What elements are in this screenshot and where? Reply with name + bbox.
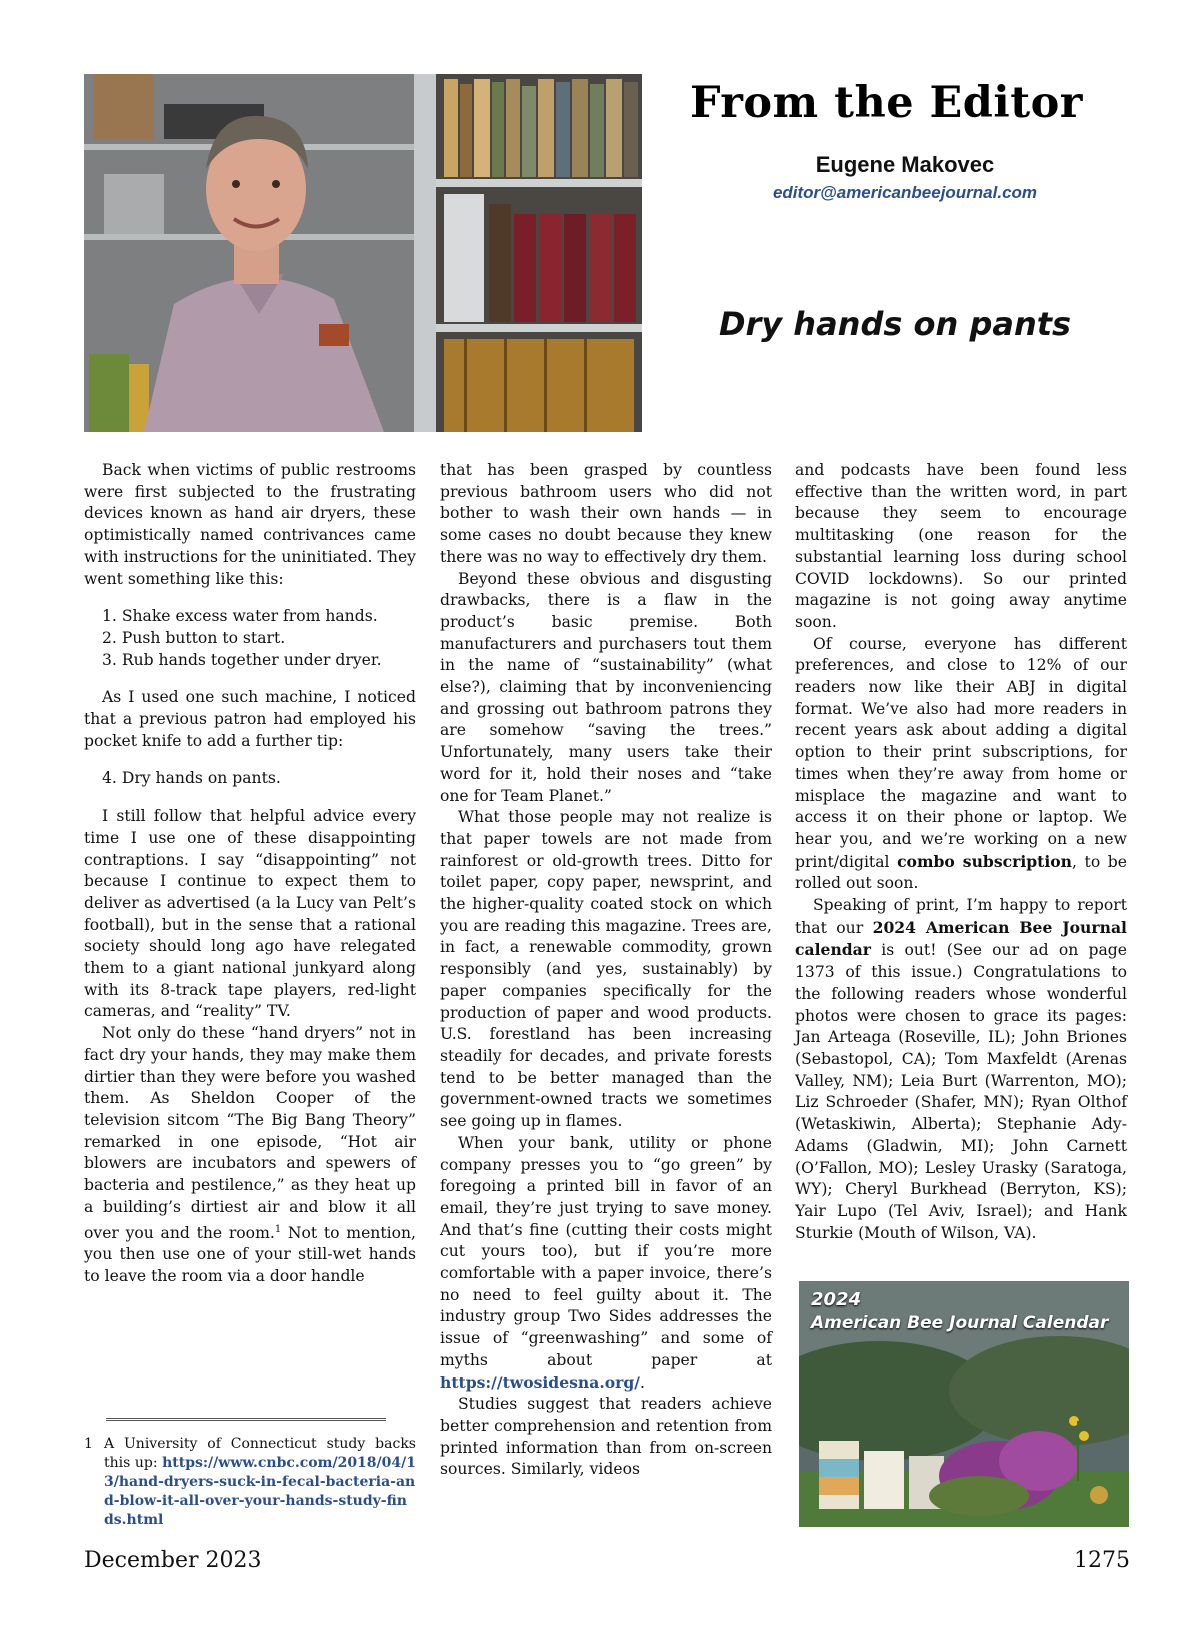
calendar-title: American Bee Journal Calendar: [811, 1313, 1109, 1333]
list-item: 1. Shake excess water from hands.: [102, 607, 378, 626]
paragraph: and podcasts have been found less effective than the written word, in part because they seem to encourage multitasking (one reason for the substantial learning loss during school COVID lockdowns). So our printed magazine is not going away anytime soon.: [795, 461, 1127, 631]
paragraph: Studies suggest that readers achieve better comprehension and retention from printed information than from on-screen sources. Similarly, videos: [440, 1395, 772, 1479]
article-column-3: [795, 460, 1127, 1244]
text-span: Not to mention, you then use one of your still-wet hands to leave the room via a door handle: [84, 1223, 416, 1286]
instruction-list: [102, 606, 416, 671]
paragraph: What those people may not realize is that paper towels are not made from rainforest or old-growth trees. Ditto for toilet paper, copy paper, newsprint, and the higher-quality coated stock on which you are reading this magazine. Trees are, in fact, a renewable commodity, grown responsibly (and yes, sustainably) by paper companies specifically for the production of paper and wood products. U.S. forestland has been increasing steadily for decades, and private forests tend to be better managed than the government-owned tracts we sometimes see going up in flames.: [440, 808, 772, 1131]
paragraph: As I used one such machine, I noticed that a previous patron had employed his pocket knife to add a further tip:: [84, 688, 416, 750]
instruction-list-tip: [102, 768, 416, 790]
calendar-year: 2024: [811, 1289, 862, 1310]
paragraph: [84, 1023, 416, 1288]
paragraph: [795, 895, 1127, 1244]
text-span: .: [640, 1373, 645, 1392]
paragraph: Back when victims of public restrooms were first subjected to the frustrating devices known as hand air dryers, these optimistically named contrivances came with instructions for the uninitiated. They went something like this:: [84, 461, 416, 588]
paragraph: that has been grasped by countless previous bathroom users who did not bother to wash their own hands — in some cases no doubt because they knew there was no way to effectively dry them.: [440, 461, 772, 566]
page-number: 1275: [1074, 1548, 1130, 1573]
author-name: Eugene Makovec: [815, 152, 995, 177]
text-span: Not only do these “hand dryers” not in fact dry your hands, they may make them dirtier than they were before you washed them. As Sheldon Cooper of the television sitcom “The Big Bang Theory” remarked in one episode, “Hot air blowers are incubators and spewers of bacteria and pestilence,” as they heat up a building’s dirtiest air and blow it all over you and the room.: [84, 1024, 416, 1242]
text-span: A University of Connecticut study backs this up:: [104, 1436, 416, 1471]
editor-photo: [84, 74, 642, 432]
cnbc-link[interactable]: https://www.cnbc.com/2018/04/13/hand-dryers-suck-in-fecal-bacteria-and-blow-it-all-over-your-hands-study-finds.html: [104, 1455, 416, 1528]
list-item: 2. Push button to start.: [102, 628, 286, 647]
footnote-number: 1: [84, 1436, 93, 1452]
footnote: [84, 1435, 416, 1530]
text-span: Speaking of print, I’m happy to report that our: [795, 896, 1127, 937]
bold-text: combo subscription: [897, 851, 1073, 871]
list-item: 3. Rub hands together under dryer.: [102, 650, 382, 669]
footnote-divider: [106, 1418, 386, 1421]
text-span: Of course, everyone has different preferences, and close to 12% of our readers now like their ABJ in digital format. We’ve also had more readers in recent years ask about adding a digital option to their print subscriptions, for times when they’re away from home or misplace the magazine and want to access it on their phone or laptop. We hear you, and we’re working on a new print/digital: [795, 634, 1127, 871]
paragraph: [795, 634, 1127, 895]
calendar-image: [799, 1281, 1129, 1527]
twosides-link[interactable]: https://twosidesna.org/: [440, 1372, 640, 1392]
text-span: , to be rolled out soon.: [795, 852, 1127, 893]
article-subtitle: Dry hands on pants: [718, 305, 1072, 343]
list-item: 4. Dry hands on pants.: [102, 769, 281, 788]
author-email[interactable]: editor@americanbeejournal.com: [772, 183, 1038, 202]
bold-text: 2024 American Bee Journal calendar: [795, 917, 1127, 960]
page-title: From the Editor: [690, 78, 1083, 128]
article-column-1: [84, 460, 416, 1288]
paragraph: [440, 1133, 772, 1394]
text-span: is out! (See our ad on page 1373 of this issue.) Congratulations to the following readers whose wonderful photos were chosen to grace its pages: Jan Arteaga (Roseville, IL); John Briones (Sebastopol, CA); Tom Maxfeldt (Arenas Valley, NM); Leia Burt (Warrenton, MO); Liz Schroeder (Shafer, MN); Ryan Olthof (Wetaskiwin, Alberta); Stephanie Ady-Adams (Gladwin, MI); John Carnett (O’Fallon, MO); Lesley Urasky (Saratoga, WY); Cheryl Burkhead (Berryton, KS); Yair Lupo (Tel Aviv, Israel); and Hank Sturkie (Mouth of Wilson, VA).: [795, 941, 1127, 1242]
footnote-ref[interactable]: 1: [274, 1223, 282, 1235]
text-span: When your bank, utility or phone company presses you to “go green” by foregoing a printed bill in favor of an email, they’re just trying to save money. And that’s fine (cutting their costs might cut yours too), but if you’re more comfortable with a paper invoice, there’s no need to feel guilty about it. The industry group Two Sides addresses the issue of “greenwashing” and some of myths about paper at: [440, 1133, 772, 1369]
paragraph: I still follow that helpful advice every time I use one of these disappointing contraptions. I say “disappointing” not because I continue to expect them to deliver as advertised (a la Lucy van Pelt’s football), but in the sense that a rational society should long ago have relegated them to a giant national junkyard along with its 8-track tape players, red-light cameras, and “reality” TV.: [84, 807, 416, 1021]
paragraph: Beyond these obvious and disgusting drawbacks, there is a flaw in the product’s basic premise. Both manufacturers and purchasers tout them in the name of “sustainability” (what else?), claiming that by inconveniencing and grossing out bathroom patrons they are somehow “saving the trees.” Unfortunately, many users take their word for it, hold their noses and “take one for Team Planet.”: [440, 569, 772, 805]
footnote-body: [104, 1435, 416, 1530]
article-column-2: [440, 460, 772, 1481]
issue-date: December 2023: [84, 1548, 262, 1573]
